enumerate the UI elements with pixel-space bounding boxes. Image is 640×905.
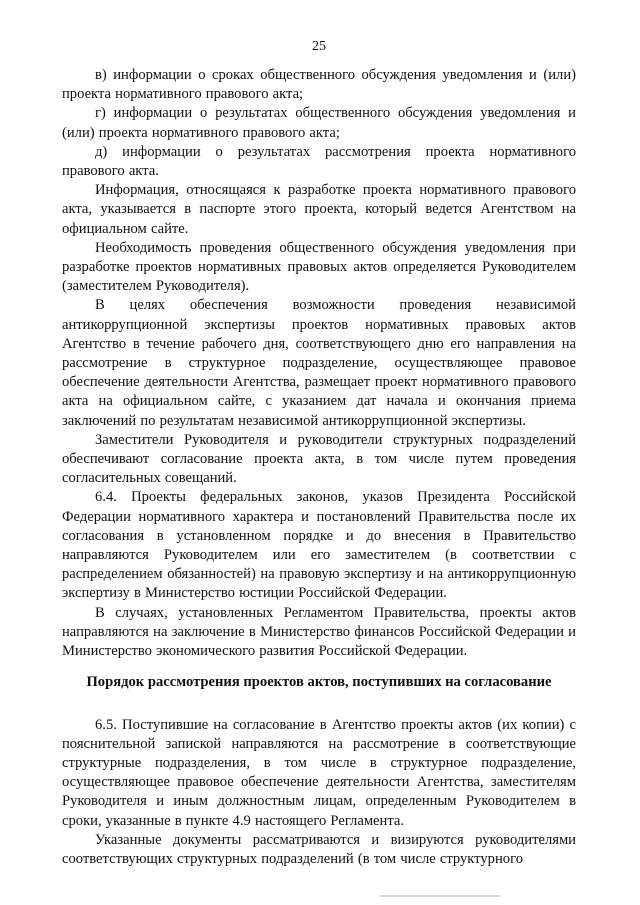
paragraph-item-v: в) информации о сроках общественного обсуждения уведомления и (или) проекта нормативного правового акта; (62, 67, 576, 103)
paragraph-documents-review: Указанные документы рассматриваются и визируются руководителями соответствующих структурных подразделений (в том числе структурного (62, 831, 576, 867)
paragraph-deputies-approval: Заместители Руководителя и руководители структурных подразделений обеспечивают согласование проекта акта, в том числе путем проведения согласительных совещаний. (62, 431, 576, 487)
paragraph-item-d: д) информации о результатах рассмотрения проекта нормативного правового акта. (62, 143, 576, 180)
paragraph-6-5: 6.5. Поступившие на согласование в Агентство проекты актов (их копии) с пояснительной запиской направляются на рассмотрение в соответствующие структурные подразделения, в том числе в структурное подразделение, осуществляющее правовое обеспечение деятельности Агентства, заместителям Руководителя и иным должностным лицам, определенным Руководителем в сроки, указанные в пункте 4.9 настоящего Регламента. (62, 716, 576, 829)
body-text-top (62, 66, 576, 661)
paragraph-item-g: г) информации о результатах общественного обсуждения уведомления и (или) проекта нормативного правового акта; (62, 105, 576, 141)
page-number: 25 (312, 39, 326, 54)
paragraph-government-regulation: В случаях, установленных Регламентом Правительства, проекты актов направляются на заключение в Министерство финансов Российской Федерации и Министерство экономического развития Российской Федерации. (62, 604, 576, 660)
paragraph-anticorruption-expertise: В целях обеспечения возможности проведения независимой антикоррупционной экспертизы проектов нормативных правовых актов Агентство в течение рабочего дня, соответствующего дню его направления на рассмотрение в структурное подразделение, осуществляющее правовое обеспечение деятельности Агентства, размещает проект нормативного правового акта на официальном сайте, с указанием дат начала и окончания приема заключений по результатам независимой антикоррупционной экспертизы. (62, 297, 576, 429)
body-text-bottom (62, 716, 576, 870)
paragraph-6-4: 6.4. Проекты федеральных законов, указов Президента Российской Федерации нормативного характера и постановлений Правительства после их согласования в установленном порядке и до внесения в Правительство направляются Руководителем или его заместителем (в соответствии с распределением обязанностей) на правовую экспертизу и на антикоррупционную экспертизу в Министерство юстиции Российской Федерации. (62, 489, 576, 602)
paragraph-info-passport: Информация, относящаяся к разработке проекта нормативного правового акта, указывается в паспорте этого проекта, который ведется Агентством на официальном сайте. (62, 182, 576, 237)
paragraph-discussion-need: Необходимость проведения общественного обсуждения уведомления при разработке проектов нормативных правовых актов определяется Руководителем (заместителем Руководителя). (62, 239, 576, 295)
section-heading: Порядок рассмотрения проектов актов, поступивших на согласование (86, 674, 552, 691)
scan-artifact (380, 895, 500, 897)
